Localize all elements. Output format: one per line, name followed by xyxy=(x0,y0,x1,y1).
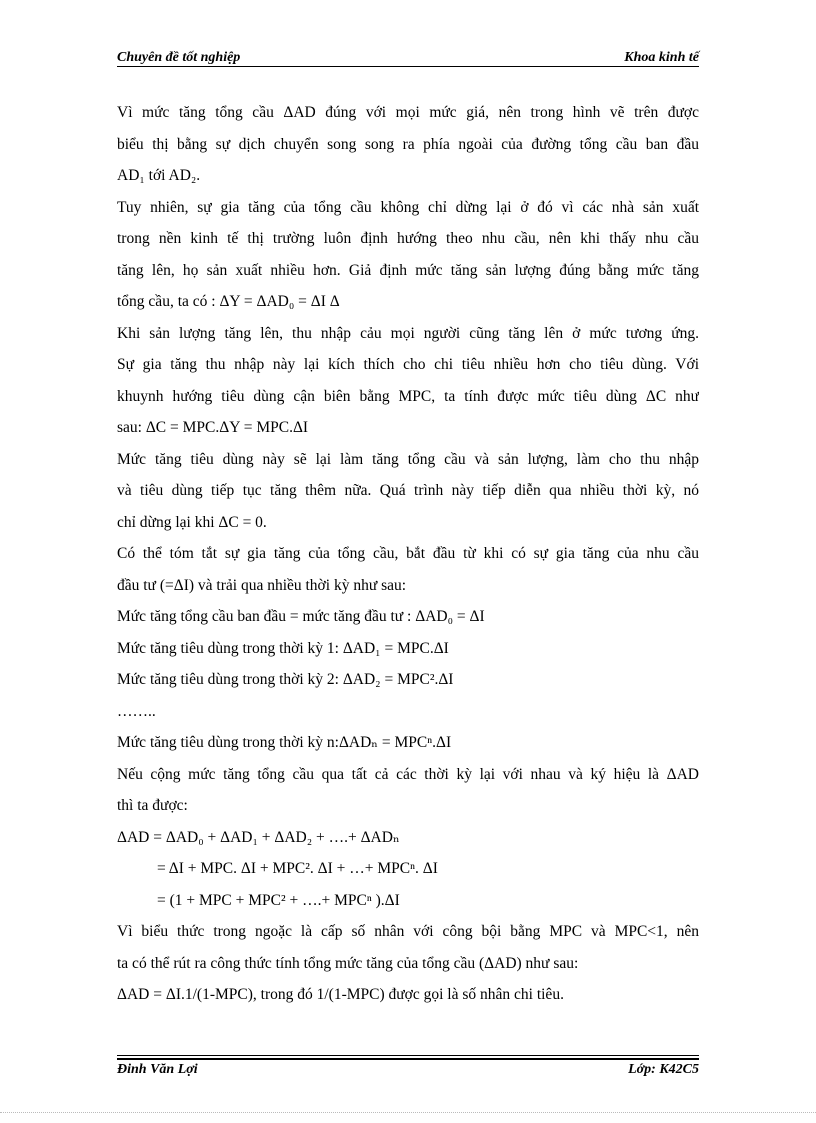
text-line: biểu thị bằng sự dịch chuyển song song ra phía ngoài của đường tổng cầu ban đầu xyxy=(117,135,699,153)
text-line: Vì mức tăng tổng cầu ΔAD đúng với mọi mức giá, nên trong hình vẽ trên được xyxy=(117,104,699,121)
header-left-text: Chuyên đề tốt nghiệp xyxy=(117,50,241,65)
text-line: khuynh hướng tiêu dùng cận biên bằng MPC, ta tính được mức tiêu dùng ΔC như xyxy=(117,387,699,405)
text-line: ΔAD = ΔAD₀ + ΔAD₁ + ΔAD₂ + ….+ ΔADₙ xyxy=(117,828,400,846)
text-line: Mức tăng tiêu dùng trong thời kỳ 1: ΔAD₁ = MPC.ΔI xyxy=(117,639,449,657)
text-line: = (1 + MPC + MPC² + ….+ MPCⁿ ).ΔI xyxy=(157,891,400,909)
text-line: Tuy nhiên, sự gia tăng của tổng cầu không chỉ dừng lại ở đó vì các nhà sản xuất xyxy=(117,198,699,216)
footer-right-text: Lớp: K42C5 xyxy=(628,1062,699,1077)
text-line: Mức tăng tiêu dùng trong thời kỳ 2: ΔAD₂ = MPC².ΔI xyxy=(117,671,454,688)
header-right-text: Khoa kinh tế xyxy=(624,50,699,65)
footer-left-text: Đinh Văn Lợi xyxy=(117,1062,198,1077)
text-line: chỉ dừng lại khi ΔC = 0. xyxy=(117,513,267,531)
text-line: đầu tư (=ΔI) và trải qua nhiều thời kỳ như sau: xyxy=(117,576,407,594)
text-line: Sự gia tăng thu nhập này lại kích thích cho chi tiêu nhiều hơn cho tiêu dùng. Với xyxy=(117,356,699,373)
text-line: Vì biểu thức trong ngoặc là cấp số nhân với công bội bằng MPC và MPC<1, nên xyxy=(117,923,699,940)
text-line: ΔAD = ΔI.1/(1-MPC), trong đó 1/(1-MPC) được gọi là số nhân chi tiêu. xyxy=(117,986,564,1003)
footer-rule-thick xyxy=(117,1058,699,1060)
text-line: Mức tăng tổng cầu ban đầu = mức tăng đầu tư : ΔAD₀ = ΔI xyxy=(117,608,485,625)
text-line: AD₁ tới AD₂. xyxy=(117,167,201,184)
header-rule xyxy=(117,66,699,67)
text-line: tăng lên, họ sản xuất nhiều hơn. Giả định mức tăng sản lượng đúng bằng mức tăng xyxy=(117,261,699,279)
document-body xyxy=(117,97,699,1011)
text-line: ta có thể rút ra công thức tính tổng mức tăng của tổng cầu (ΔAD) như sau: xyxy=(117,954,579,972)
text-line: và tiêu dùng tiếp tục tăng thêm nữa. Quá trình này tiếp diễn qua nhiều thời kỳ, nó xyxy=(117,482,699,499)
text-line: Nếu cộng mức tăng tổng cầu qua tất cả các thời kỳ lại với nhau và ký hiệu là ΔAD xyxy=(117,765,699,783)
text-line: sau: ΔC = MPC.ΔY = MPC.ΔI xyxy=(117,419,309,436)
page-bottom-divider xyxy=(0,1112,816,1113)
text-line: Khi sản lượng tăng lên, thu nhập cảu mọi người cũng tăng lên ở mức tương ứng. xyxy=(117,324,699,342)
text-line: …….. xyxy=(117,702,156,720)
text-line: Có thể tóm tắt sự gia tăng của tổng cầu, bắt đầu từ khi có sự gia tăng của nhu cầu xyxy=(117,545,699,562)
text-line: tổng cầu, ta có : ΔY = ΔAD₀ = ΔI Δ xyxy=(117,293,340,310)
text-line: thì ta được: xyxy=(117,797,188,814)
text-line: Mức tăng tiêu dùng trong thời kỳ n:ΔADₙ = MPCⁿ.ΔI xyxy=(117,734,452,751)
text-line: trong nền kinh tế thị trường luôn định hướng theo nhu cầu, nên khi thấy nhu cầu xyxy=(117,230,699,247)
page-footer xyxy=(117,1062,699,1078)
page-header xyxy=(117,50,699,66)
text-line: = ΔI + MPC. ΔI + MPC². ΔI + …+ MPCⁿ. ΔI xyxy=(157,860,438,877)
footer-rule-thin xyxy=(117,1055,699,1056)
text-line: Mức tăng tiêu dùng này sẽ lại làm tăng tổng cầu và sản lượng, làm cho thu nhập xyxy=(117,450,699,468)
